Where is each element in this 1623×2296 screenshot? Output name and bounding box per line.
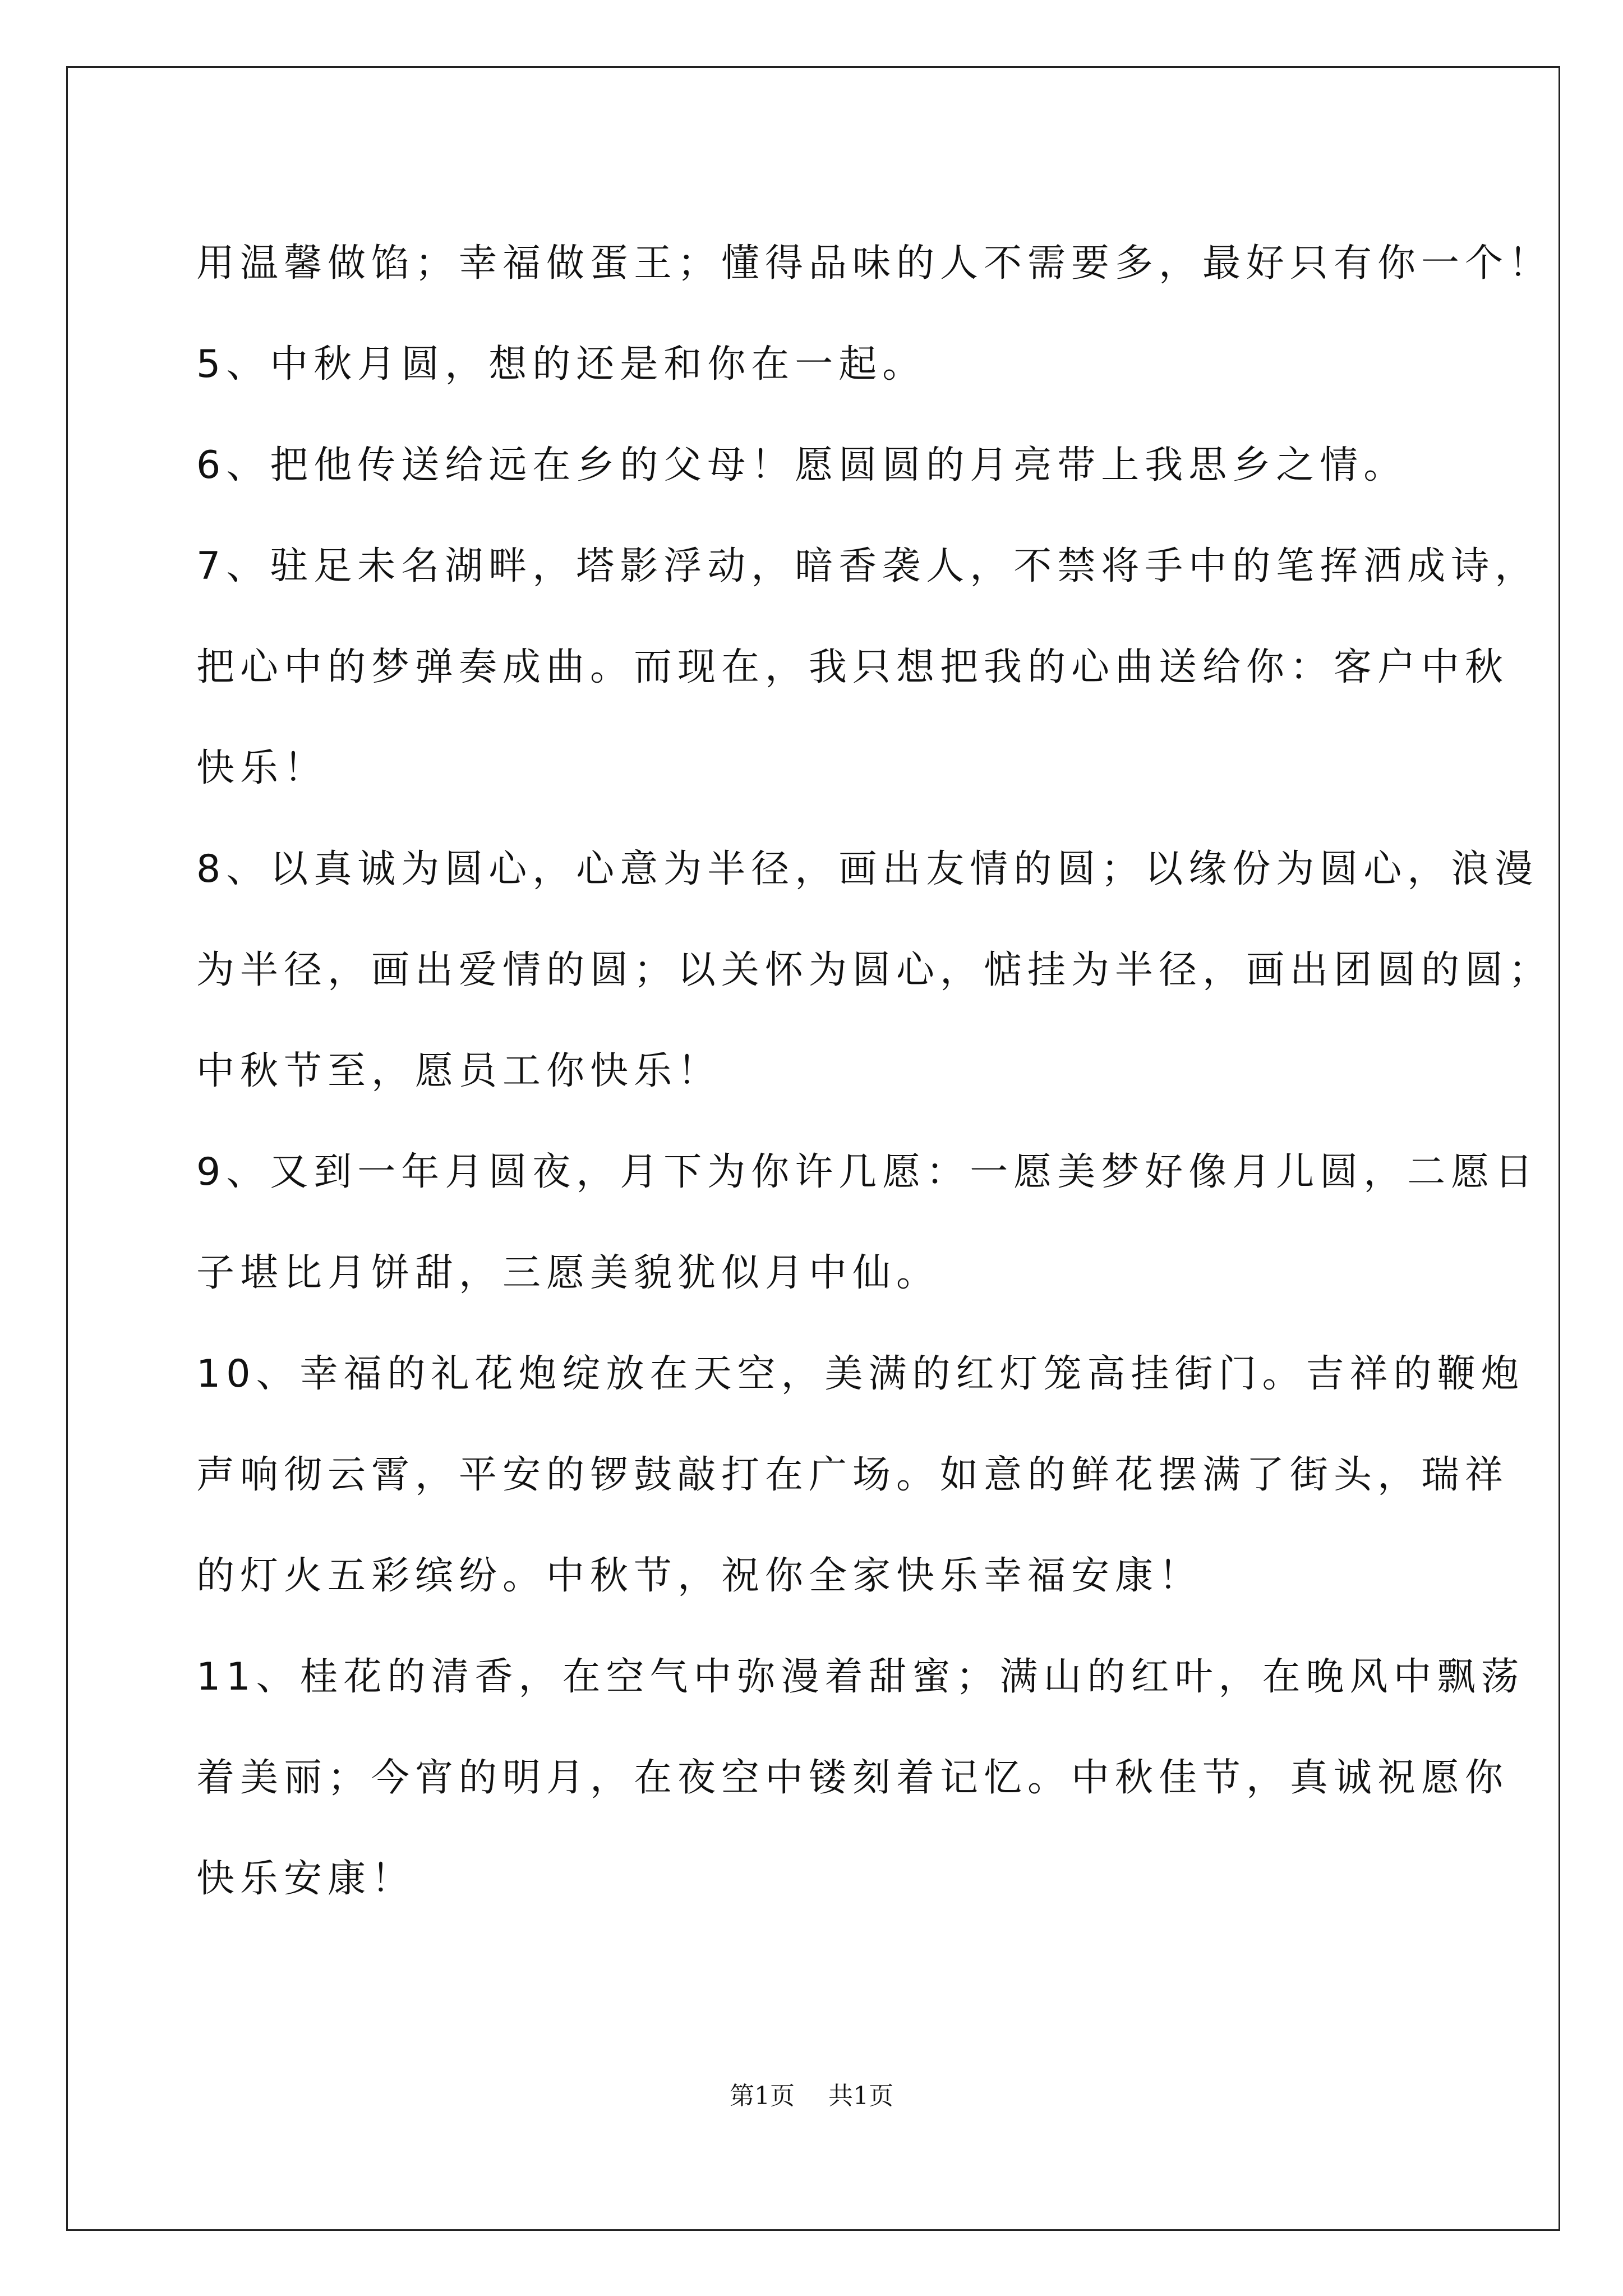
page-number-current: 第1页 bbox=[730, 2082, 795, 2110]
text-line: 10、幸福的礼花炮绽放在天空，美满的红灯笼高挂街门。吉祥的鞭炮 bbox=[196, 1352, 1525, 1396]
text-line: 6、把他传送给远在乡的父母！愿圆圆的月亮带上我思乡之情。 bbox=[196, 443, 1408, 487]
text-line: 9、又到一年月圆夜，月下为你许几愿：一愿美梦好像月儿圆，二愿日 bbox=[196, 1150, 1539, 1194]
text-line: 8、以真诚为圆心，心意为半径，画出友情的圆；以缘份为圆心，浪漫 bbox=[196, 847, 1539, 891]
text-line: 用温馨做馅；幸福做蛋王；懂得品味的人不需要多，最好只有你一个！ bbox=[196, 241, 1553, 286]
page-number-total: 共1页 bbox=[828, 2082, 893, 2110]
document-body bbox=[196, 213, 1553, 1930]
text-line: 快乐！ bbox=[196, 746, 328, 790]
text-line: 的灯火五彩缤纷。中秋节，祝你全家快乐幸福安康！ bbox=[196, 1554, 1203, 1598]
text-line: 11、桂花的清香，在空气中弥漫着甜蜜；满山的红叶，在晚风中飘荡 bbox=[196, 1655, 1525, 1699]
text-line: 中秋节至，愿员工你快乐！ bbox=[196, 1049, 722, 1093]
text-line: 7、驻足未名湖畔，塔影浮动，暗香袭人，不禁将手中的笔挥洒成诗， bbox=[196, 544, 1539, 588]
text-line: 声响彻云霄，平安的锣鼓敲打在广场。如意的鲜花摆满了街头，瑞祥 bbox=[196, 1453, 1509, 1497]
page-footer bbox=[0, 2076, 1623, 2111]
text-line: 快乐安康！ bbox=[196, 1857, 416, 1901]
text-line: 5、中秋月圆，想的还是和你在一起。 bbox=[196, 342, 926, 386]
text-line: 把心中的梦弹奏成曲。而现在，我只想把我的心曲送给你：客户中秋 bbox=[196, 645, 1509, 689]
text-line: 子堪比月饼甜，三愿美貌犹似月中仙。 bbox=[196, 1251, 940, 1295]
text-line: 为半径，画出爱情的圆；以关怀为圆心，惦挂为半径，画出团圆的圆； bbox=[196, 948, 1553, 992]
text-line: 着美丽；今宵的明月，在夜空中镂刻着记忆。中秋佳节，真诚祝愿你 bbox=[196, 1756, 1509, 1800]
